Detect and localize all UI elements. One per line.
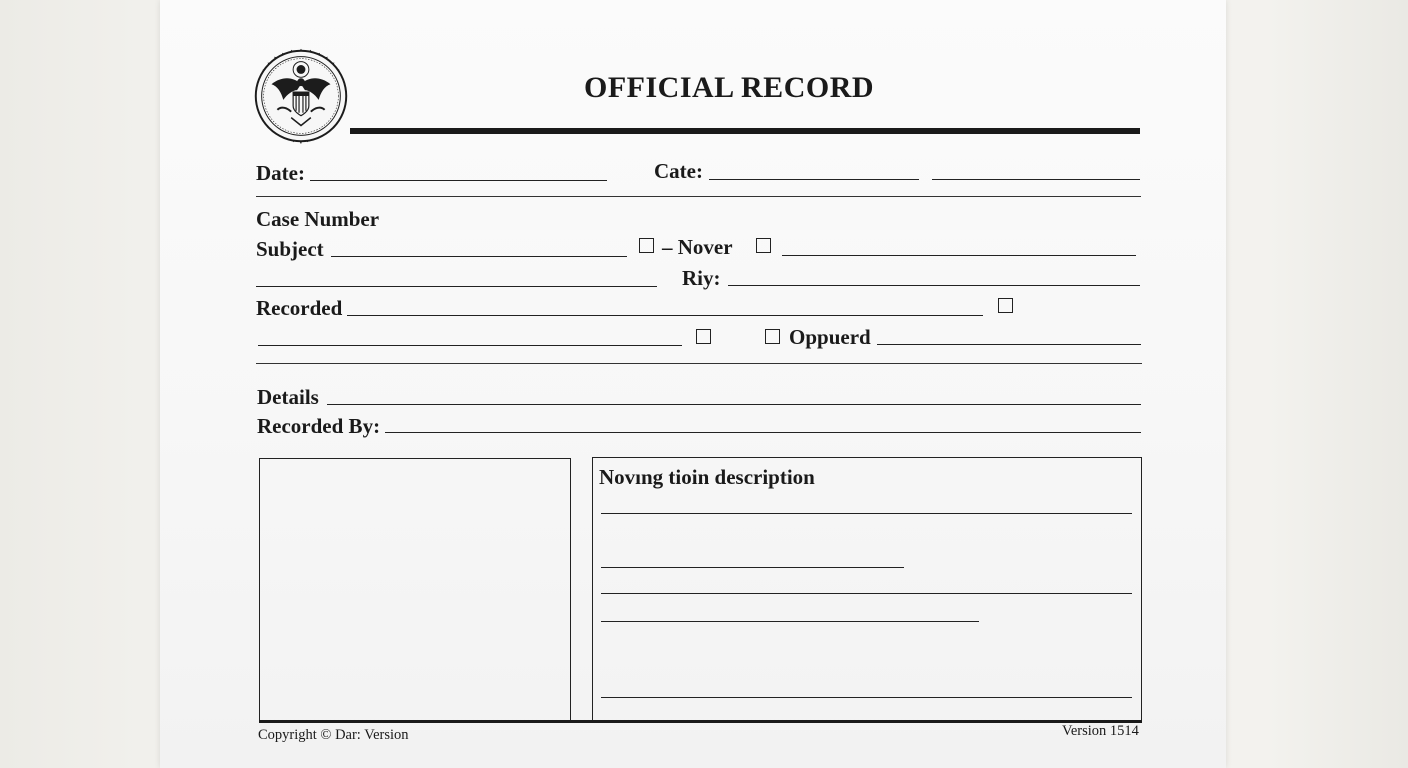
nover-checkbox[interactable]: [756, 238, 771, 253]
date-label: Date:: [256, 161, 305, 185]
nover-field[interactable]: [782, 255, 1136, 256]
recorded-field[interactable]: [347, 315, 983, 316]
description-heading: Novıng tioin description: [599, 465, 815, 489]
description-line[interactable]: [601, 621, 979, 622]
official-record-form: [160, 0, 1226, 768]
subject-continuation-field[interactable]: [256, 286, 657, 287]
cate-label: Cate:: [654, 159, 703, 183]
divider: [256, 196, 1141, 197]
subject-label: Subject: [256, 237, 324, 261]
copyright-text: Copyright © Dar: Version: [258, 727, 409, 743]
recorded-continuation-field[interactable]: [258, 345, 682, 346]
description-box: [592, 457, 1142, 721]
recorded-by-field[interactable]: [385, 432, 1141, 433]
title-rule: [350, 128, 1140, 134]
recorded-label: Recorded: [256, 296, 343, 320]
riy-label: Riy:: [682, 266, 721, 290]
description-line[interactable]: [601, 513, 1132, 514]
oppuerd-checkbox[interactable]: [765, 329, 780, 344]
details-field[interactable]: [327, 404, 1141, 405]
description-line[interactable]: [601, 567, 904, 568]
description-line[interactable]: [601, 697, 1132, 698]
date-field[interactable]: [310, 180, 607, 181]
riy-field[interactable]: [728, 285, 1140, 286]
continuation-checkbox[interactable]: [696, 329, 711, 344]
recorded-by-label: Recorded By:: [257, 414, 381, 438]
description-line[interactable]: [601, 593, 1132, 594]
case-number-label: Case Number: [256, 207, 380, 231]
photo-box[interactable]: [259, 458, 571, 722]
oppuerd-field[interactable]: [877, 344, 1141, 345]
footer-rule: [259, 720, 1142, 723]
eagle-seal-icon: [242, 37, 360, 155]
cate-field-extra[interactable]: [932, 179, 1140, 180]
nover-label: – Nover: [662, 235, 733, 259]
recorded-checkbox[interactable]: [998, 298, 1013, 313]
page-title: OFFICIAL RECORD: [584, 71, 875, 104]
details-label: Details: [257, 385, 319, 409]
subject-checkbox[interactable]: [639, 238, 654, 253]
version-text: Version 1514: [1062, 723, 1139, 739]
oppuerd-label: Oppuerd: [789, 325, 871, 349]
divider: [256, 363, 1142, 364]
subject-field[interactable]: [331, 256, 627, 257]
cate-field[interactable]: [709, 179, 919, 180]
